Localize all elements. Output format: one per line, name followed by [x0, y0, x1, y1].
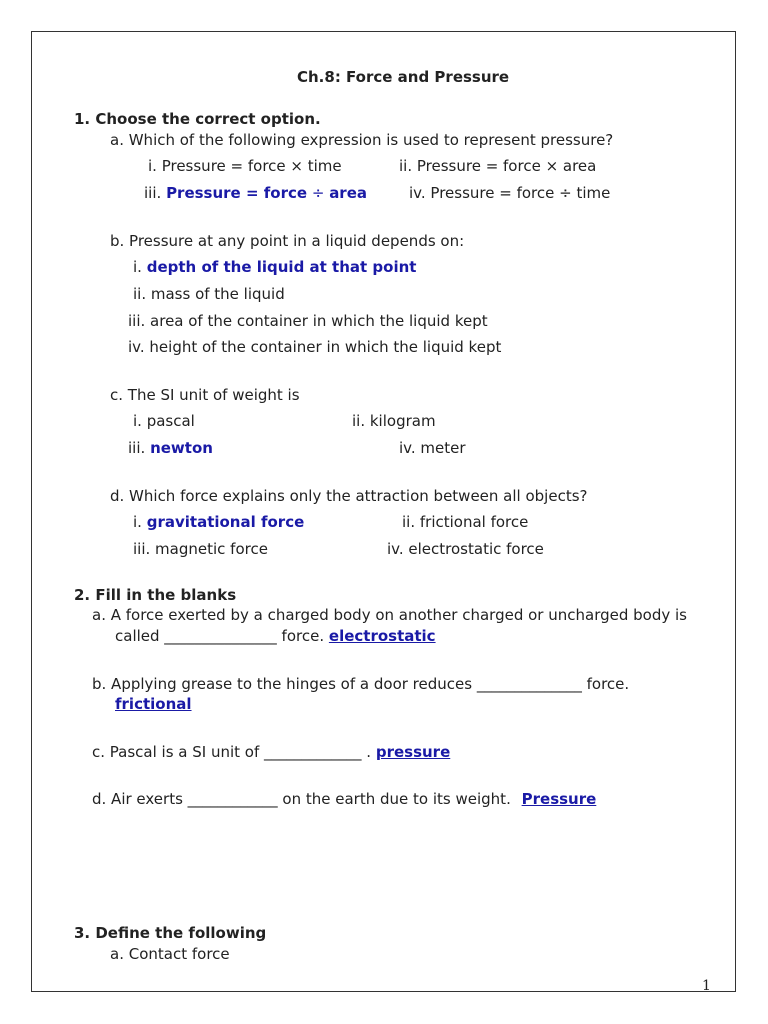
answer-text: gravitational force — [146, 513, 305, 531]
blank-text: d. Air exerts ____________ on the earth due to its weight. — [92, 790, 511, 808]
answer-text: electrostatic — [328, 627, 436, 645]
answer-text: Pressure = force — [166, 184, 308, 202]
blank-text: called _______________ force. — [115, 627, 325, 645]
option-number: i. — [133, 513, 142, 531]
answer-text: area — [329, 184, 368, 202]
question-1b: b. Pressure at any point in a liquid depends on: — [110, 232, 465, 250]
option-1d-i — [133, 513, 304, 531]
page-number: 1 — [702, 978, 711, 994]
blank-2c — [92, 743, 450, 761]
answer-text: Pressure — [521, 790, 597, 808]
option-1a-iv: iv. Pressure = force ÷ time — [409, 184, 611, 202]
question-1c: c. The SI unit of weight is — [110, 386, 300, 404]
blank-text: c. Pascal is a SI unit of _____________ . — [92, 743, 372, 761]
answer-divide-sign: ÷ — [311, 184, 325, 202]
option-1c-iii — [128, 439, 213, 457]
option-1b-iii: iii. area of the container in which the liquid kept — [128, 312, 488, 330]
question-1d: d. Which force explains only the attraction between all objects? — [110, 487, 588, 505]
option-number: iii. — [144, 184, 162, 202]
page-title: Ch.8: Force and Pressure — [297, 68, 510, 86]
option-1c-ii: ii. kilogram — [352, 412, 436, 430]
option-number: i. — [133, 258, 142, 276]
option-1a-i: i. Pressure = force × time — [148, 157, 342, 175]
page-border — [31, 31, 736, 992]
option-1b-iv: iv. height of the container in which the liquid kept — [128, 338, 502, 356]
option-1c-i: i. pascal — [133, 412, 195, 430]
option-1a-ii: ii. Pressure = force × area — [399, 157, 597, 175]
section-2-heading: 2. Fill in the blanks — [74, 586, 237, 604]
blank-2a-line1: a. A force exerted by a charged body on another charged or uncharged body is — [92, 606, 687, 624]
option-number: iii. — [128, 439, 146, 457]
define-3a: a. Contact force — [110, 945, 230, 963]
option-1c-iv: iv. meter — [399, 439, 466, 457]
blank-2d — [92, 790, 596, 808]
blank-2b-line1: b. Applying grease to the hinges of a door reduces ______________ force. — [92, 675, 630, 693]
answer-text: depth of the liquid at that point — [146, 258, 417, 276]
option-1d-iv: iv. electrostatic force — [387, 540, 544, 558]
question-1a: a. Which of the following expression is used to represent pressure? — [110, 131, 614, 149]
answer-text: pressure — [375, 743, 451, 761]
option-1d-ii: ii. frictional force — [402, 513, 529, 531]
option-1d-iii: iii. magnetic force — [133, 540, 268, 558]
answer-text: newton — [150, 439, 213, 457]
option-1b-ii: ii. mass of the liquid — [133, 285, 285, 303]
option-1a-iii — [144, 184, 367, 202]
section-3-heading: 3. Define the following — [74, 924, 267, 942]
blank-2a-line2 — [115, 627, 436, 645]
answer-2b: frictional — [115, 695, 192, 713]
option-1b-i — [133, 258, 416, 276]
section-1-heading: 1. Choose the correct option. — [74, 110, 321, 128]
